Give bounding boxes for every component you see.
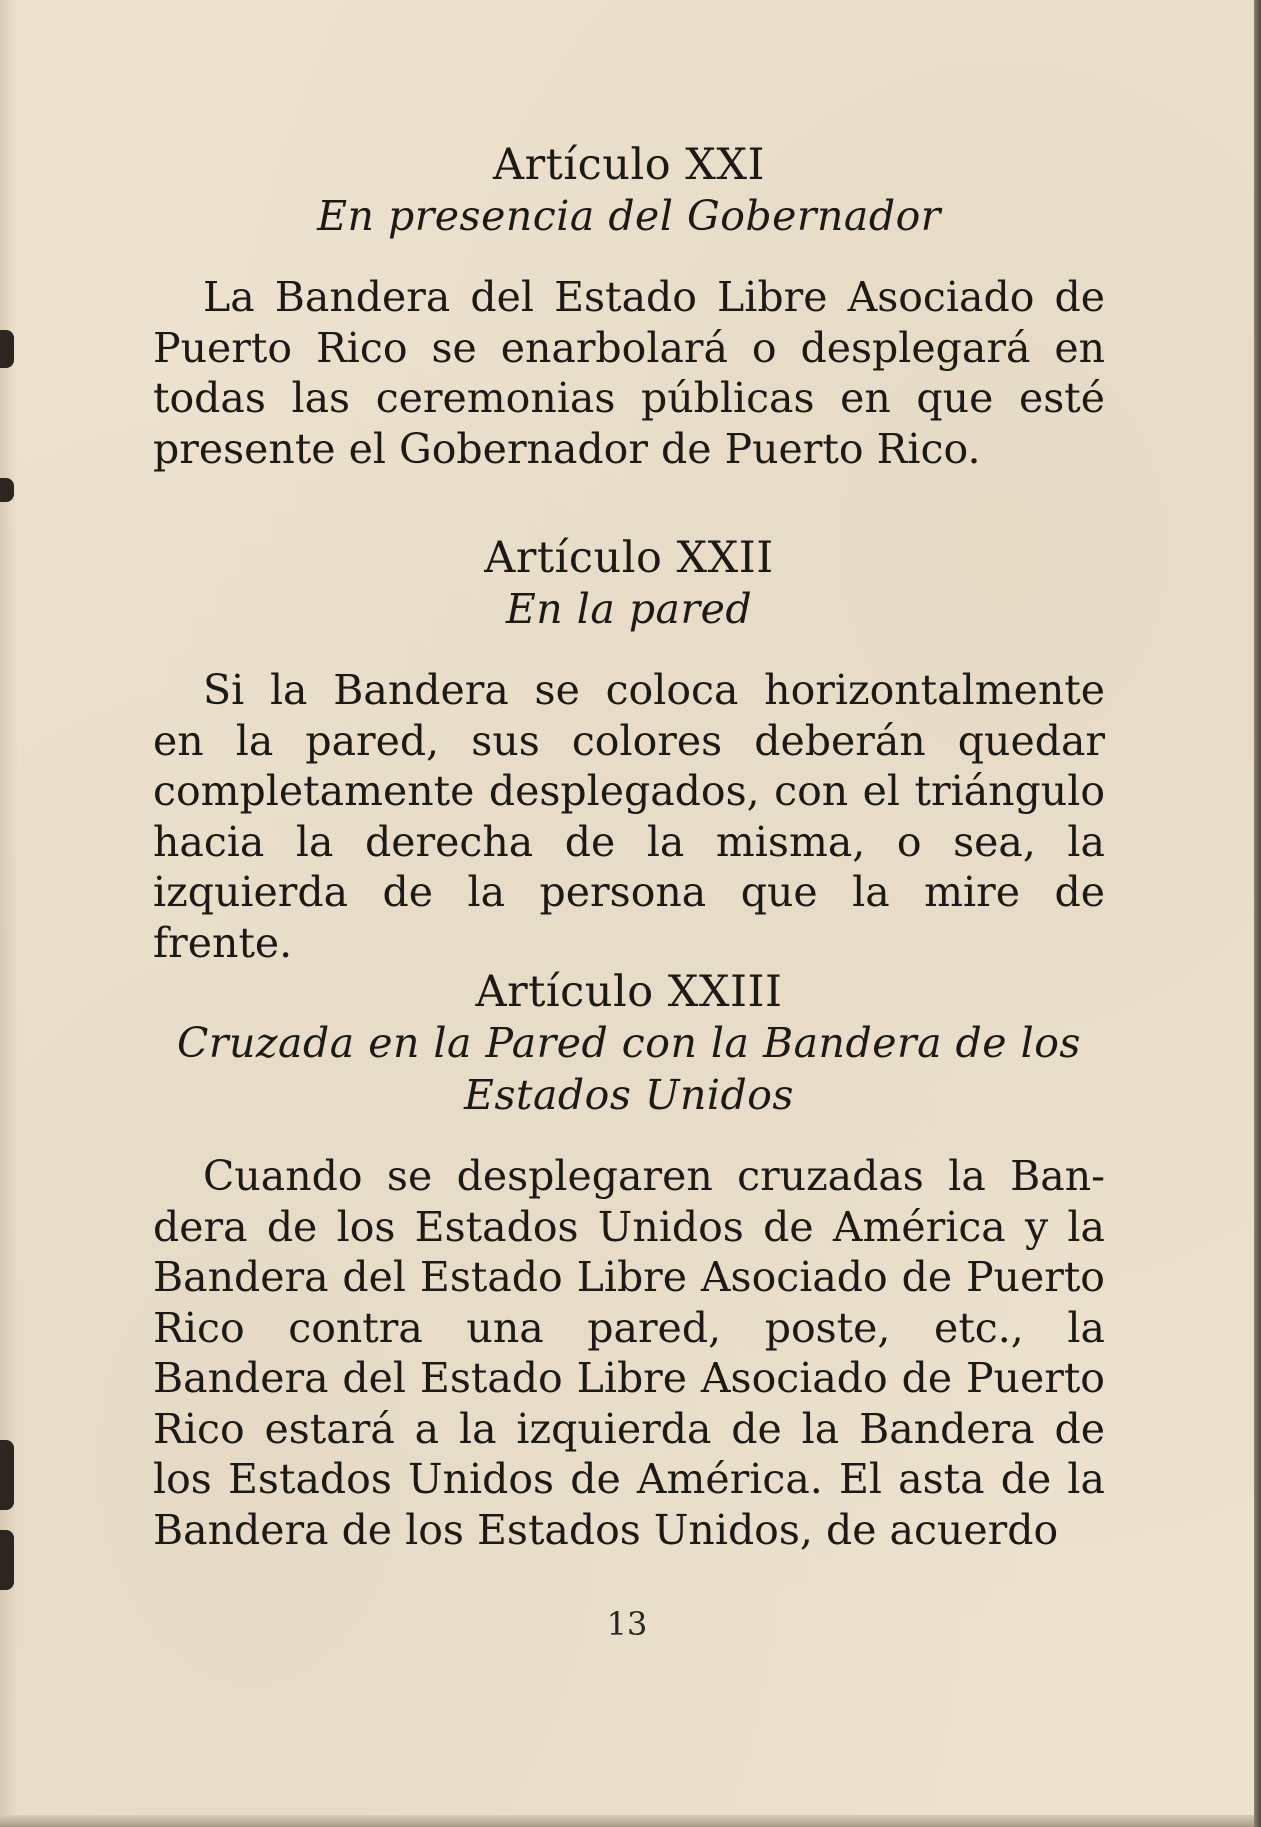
article-subtitle: En presencia del Gobernador — [317, 192, 941, 240]
binding-mark — [0, 330, 14, 368]
article-xxii — [153, 533, 1105, 968]
binding-mark — [0, 478, 14, 502]
article-xxiii — [153, 967, 1105, 1555]
article-subtitle: Cruzada en la Pared con la Bandera de los Estados Unidos — [177, 1019, 1081, 1119]
article-body: Cuando se desplegaren cruzadas la Bandera de los Estados Unidos de América y la Bandera del Estado Libre Asociado de Puerto Rico contra una pared, poste, etc., la Bandera del Estado Libre Asociado de Puerto Rico estará a la izquierda de la Bandera de los Estados Unidos de América. El asta de la Bandera de los Estados Unidos, de acuerdo — [153, 1152, 1105, 1554]
binding-mark — [0, 1440, 14, 1510]
article-subtitle: En la pared — [505, 585, 753, 633]
article-heading: Artículo XXII — [484, 533, 774, 583]
article-body: La Bandera del Estado Libre Asociado de Puerto Rico se enarbolará o desplegará en todas las ceremonias públicas en que esté presente el Gobernador de Puerto Rico. — [153, 273, 1105, 473]
article-heading: Artículo XXI — [493, 140, 765, 190]
page-edge-shadow — [1254, 0, 1261, 1827]
article-body: Si la Bandera se coloca horizontalmente en la pared, sus colores deberán quedar completamente desplegados, con el triángulo hacia la derecha de la misma, o sea, la izquierda de la persona que la mire de frente. — [153, 666, 1105, 967]
article-xxi — [153, 140, 1105, 474]
article-heading: Artículo XXIII — [475, 967, 783, 1017]
page-number: 13 — [606, 1605, 648, 1643]
binding-mark — [0, 1530, 14, 1590]
page-bottom-edge — [0, 1815, 1254, 1827]
